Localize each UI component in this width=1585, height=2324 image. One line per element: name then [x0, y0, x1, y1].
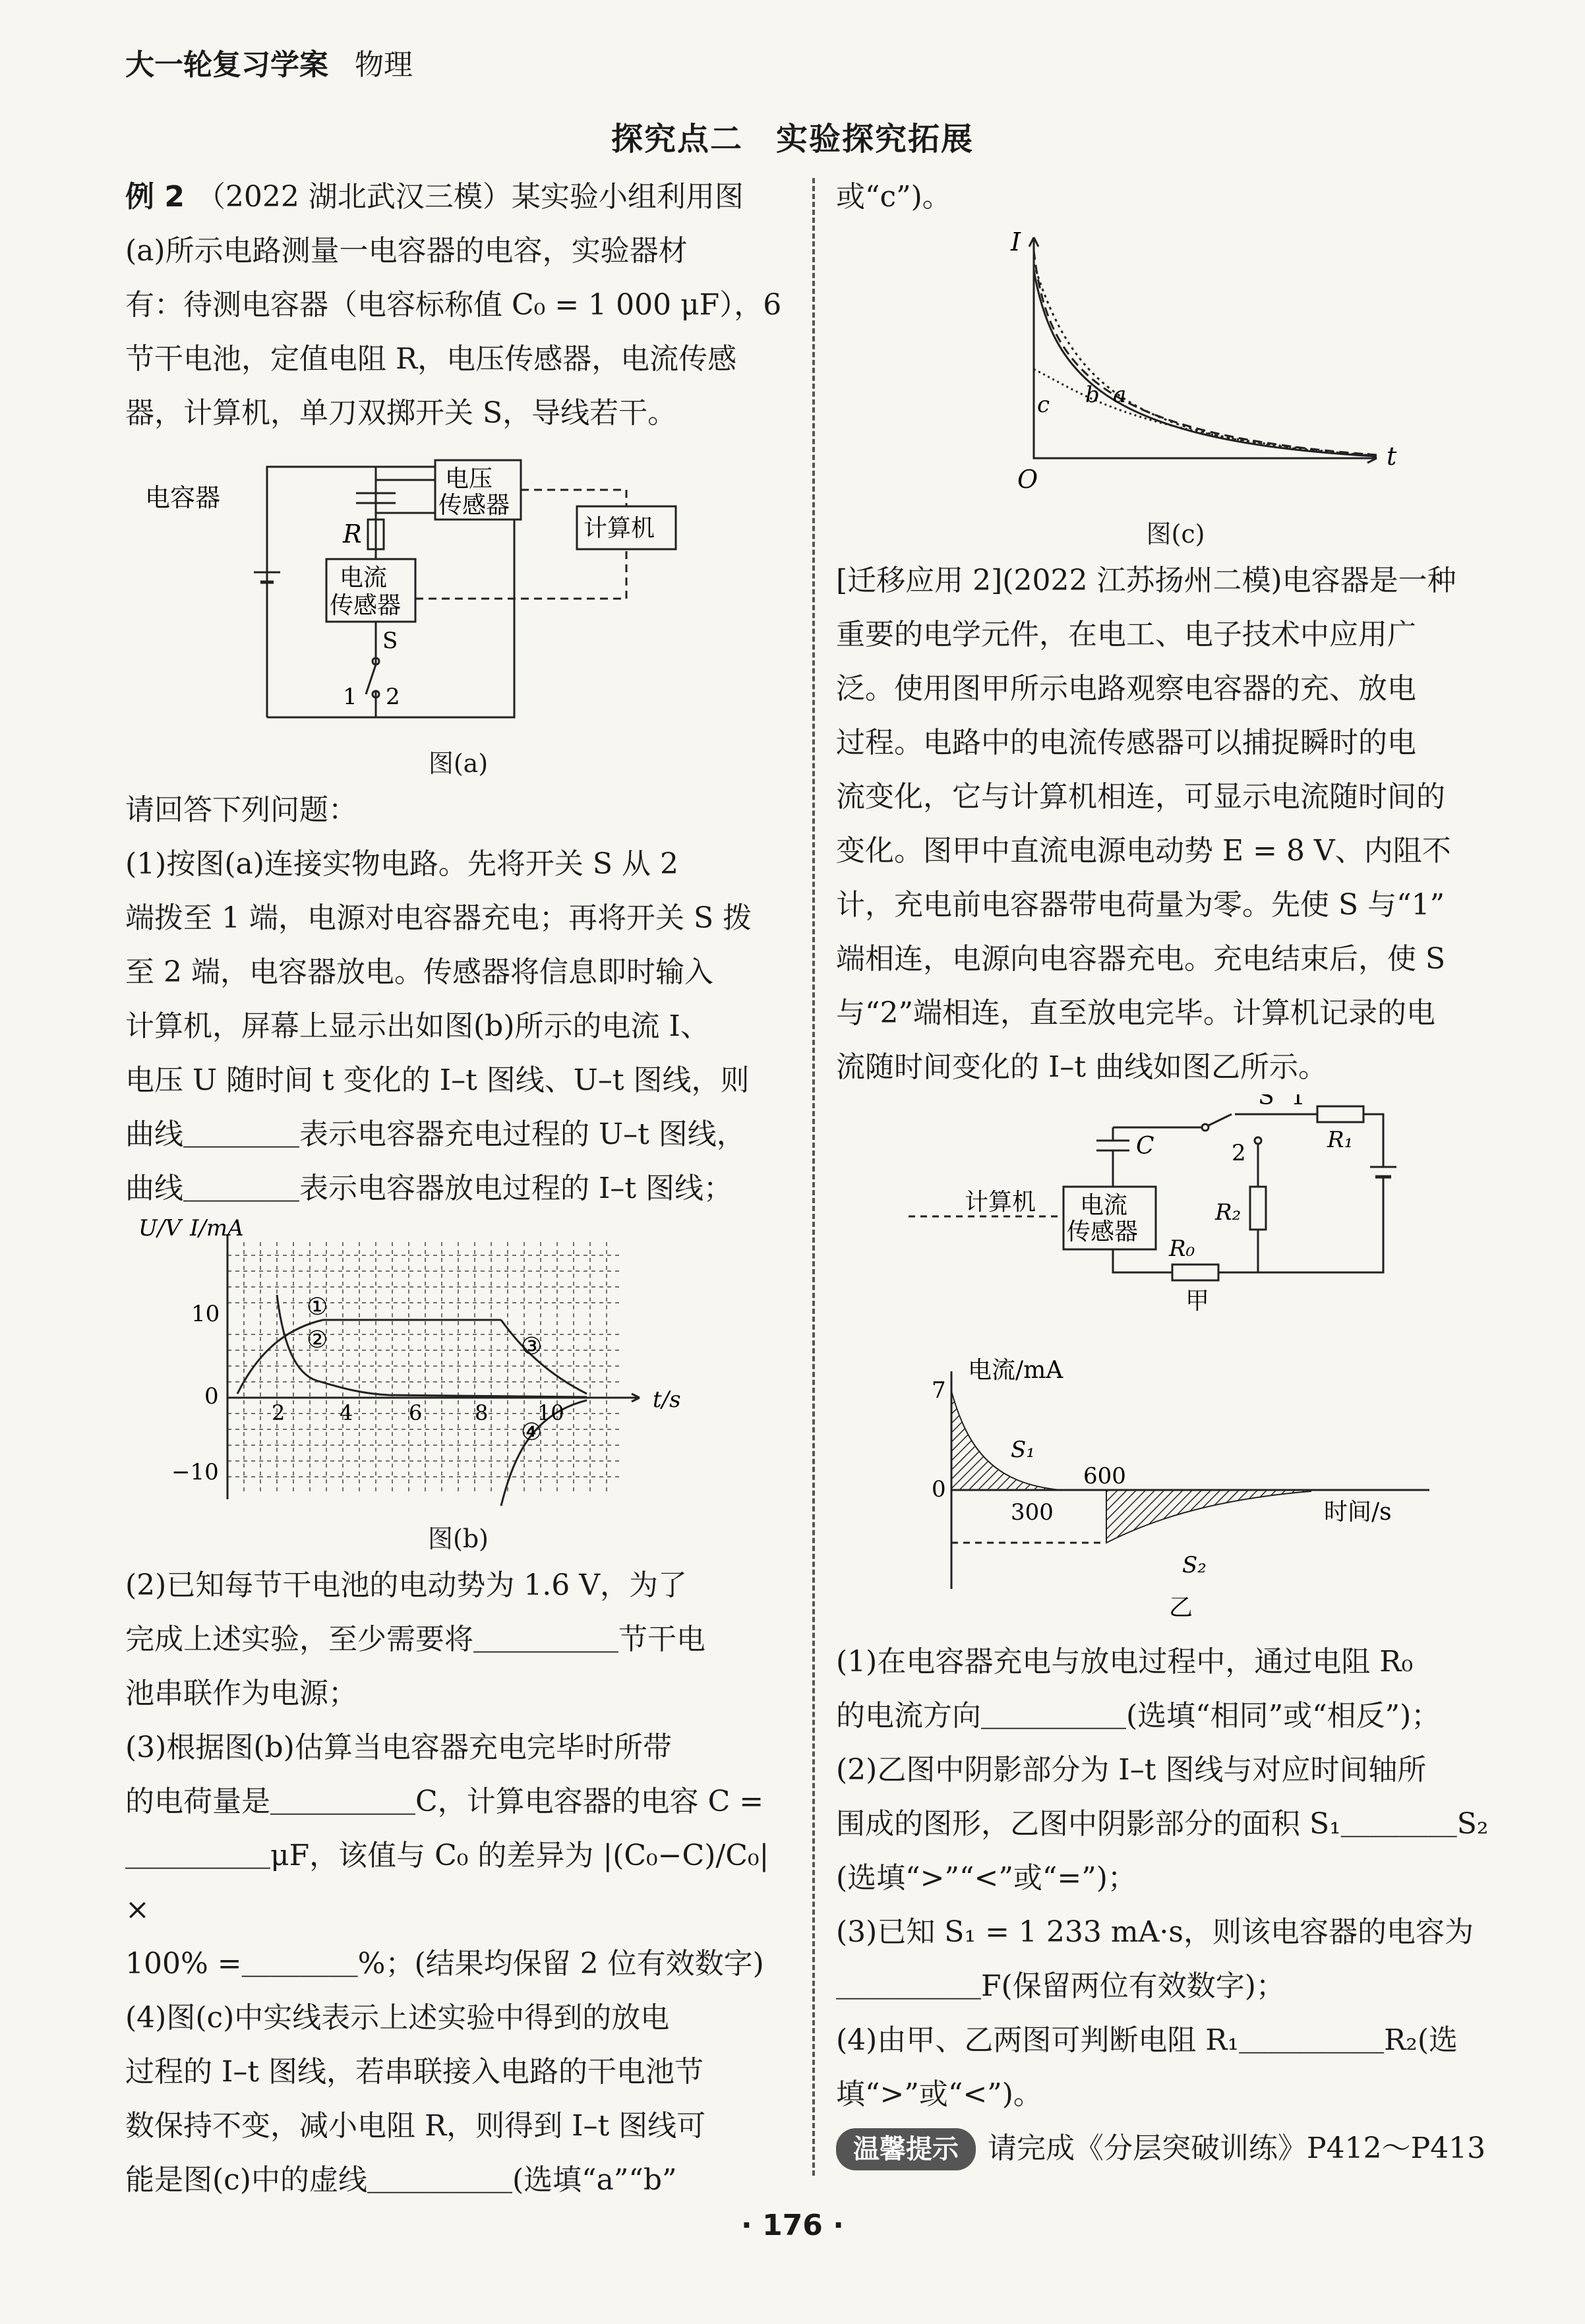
yi-s1: S₁ [1011, 1437, 1035, 1463]
jia-cap: C [1136, 1133, 1154, 1160]
jia-r2: R₂ [1215, 1199, 1241, 1226]
jia-sensor2: 传感器 [1067, 1218, 1139, 1245]
b-x4: 4 [340, 1400, 353, 1425]
c-ylabel: I [1011, 227, 1021, 256]
yi-x600: 600 [1083, 1463, 1126, 1489]
example-intro-1: (a)所示电路测量一电容器的电容，实验器材 [125, 234, 688, 268]
q3-line-0: (3)根据图(b)估算当电容器充电完毕时所带 [125, 1731, 672, 1764]
q2-line-2: 池串联作为电源； [125, 1677, 357, 1710]
transfer-line-5: 变化。图甲中直流电源电动势 E = 8 V、内阻不 [836, 834, 1451, 868]
rq1-line-0: (1)在电容器充电与放电过程中，通过电阻 R₀ [836, 1645, 1414, 1679]
label-switch: S [382, 628, 398, 654]
graph-c [836, 224, 1515, 514]
jia-sensor1: 电流 [1080, 1192, 1128, 1219]
c-label-b: b [1085, 382, 1100, 408]
transfer-line-4: 流变化，它与计算机相连，可显示电流随时间的 [836, 780, 1445, 814]
rq3-line-0: (3)已知 S₁ = 1 233 mA·s，则该电容器的电容为 [836, 1915, 1474, 1949]
transfer-line-7: 端相连，电源向电容器充电。充电结束后，使 S [836, 942, 1446, 976]
q1-line-2: 至 2 端，电容器放电。传感器将信息即时输入 [125, 955, 713, 989]
label-terminal-2: 2 [386, 684, 400, 710]
yi-xlabel: 时间/s [1324, 1499, 1392, 1526]
b-x10: 10 [537, 1400, 564, 1425]
q4-line-2: 数保持不变，减小电阻 R，则得到 I–t 图线可 [125, 2109, 706, 2143]
c-origin: O [1017, 465, 1038, 494]
jia-t1: 1 [1291, 1094, 1305, 1110]
jia-caption: 甲 [1185, 1288, 1210, 1315]
left-column [125, 170, 791, 2207]
graph-yi [836, 1352, 1515, 1635]
transfer-line-6: 计，充电前电容器带电荷量为零。先使 S 与“1” [836, 888, 1445, 922]
figure-c [836, 224, 1515, 554]
rq3-line-1: ＿＿＿＿＿F(保留两位有效数字)； [836, 1969, 1285, 2003]
c-label-a: a [1113, 382, 1127, 408]
q1-line-1: 端拨至 1 端，电源对电容器充电；再将开关 S 拨 [125, 901, 752, 935]
label-cur-sensor-1: 电流 [340, 564, 388, 591]
label-capacitor: 电容器 [145, 483, 221, 512]
circuit-a-diagram [125, 440, 791, 744]
q2-line-1: 完成上述实验，至少需要将＿＿＿＿＿节干电 [125, 1623, 705, 1656]
graph-b [125, 1216, 791, 1519]
jia-t2: 2 [1232, 1140, 1246, 1166]
b-ym10: −10 [171, 1459, 219, 1485]
q1-line-5: 曲线＿＿＿＿表示电容器充电过程的 U–t 图线， [125, 1117, 746, 1151]
right-column [836, 170, 1515, 2176]
yi-y7: 7 [932, 1377, 946, 1404]
example-intro-0: 例 2 （2022 湖北武汉三模）某实验小组利用图 [125, 180, 744, 214]
transfer-line-1: 重要的电学元件，在电工、电子技术中应用广 [836, 618, 1416, 651]
transfer-line-8: 与“2”端相连，直至放电完毕。计算机记录的电 [836, 996, 1435, 1030]
rq2-line-0: (2)乙图中阴影部分为 I–t 图线与对应时间轴所 [836, 1753, 1427, 1787]
b-ylabel2: I/mA [190, 1216, 244, 1241]
example-intro-4: 器，计算机，单刀双掷开关 S，导线若干。 [125, 396, 677, 430]
b-y10: 10 [191, 1301, 220, 1327]
q4-end: 或“c”)。 [836, 180, 951, 214]
c-label-c: c [1037, 392, 1050, 418]
yi-s2: S₂ [1182, 1552, 1207, 1578]
transfer-line-0: [迁移应用 2](2022 江苏扬州二模)电容器是一种 [836, 564, 1456, 597]
label-terminal-1: 1 [343, 684, 357, 710]
running-header [125, 41, 439, 83]
column-divider [812, 178, 815, 2176]
b-y0: 0 [204, 1383, 219, 1410]
c-xlabel: t [1387, 442, 1397, 471]
q1-line-6: 曲线＿＿＿＿表示电容器放电过程的 I–t 图线； [125, 1172, 733, 1205]
yi-x300: 300 [1011, 1499, 1054, 1526]
figure-b [125, 1216, 791, 1559]
tip-text: 请完成《分层突破训练》P412～P413 [988, 2131, 1486, 2165]
book-title: 大一轮复习学案 [125, 48, 328, 82]
q3-line-3: 100% =＿＿＿＿%；(结果均保留 2 位有效数字) [125, 1947, 764, 1981]
q4-line-0: (4)图(c)中实线表示上述实验中得到的放电 [125, 2001, 670, 2035]
transfer-line-2: 泛。使用图甲所示电路观察电容器的充、放电 [836, 672, 1416, 705]
rq2-line-2: (选填“>”“<”或“=”)； [836, 1861, 1137, 1895]
page-number: · 176 · [741, 2209, 844, 2242]
q-intro: 请回答下列问题： [125, 793, 357, 827]
figure-a [125, 440, 791, 783]
label-resistor: R [343, 520, 362, 549]
yi-caption: 乙 [1169, 1594, 1193, 1621]
fig-c-caption: 图(c) [1146, 520, 1205, 549]
b-x8: 8 [475, 1400, 489, 1425]
rq4-line-0: (4)由甲、乙两图可判断电阻 R₁＿＿＿＿＿R₂(选 [836, 2023, 1458, 2057]
q4-line-3: 能是图(c)中的虚线＿＿＿＿＿(选填“a”“b” [125, 2163, 677, 2197]
jia-r1: R₁ [1327, 1127, 1354, 1153]
q1-line-0: (1)按图(a)连接实物电路。先将开关 S 从 2 [125, 847, 678, 881]
b-x2: 2 [272, 1400, 285, 1425]
jia-switch: S [1258, 1094, 1274, 1110]
tip-badge: 温馨提示 [836, 2128, 976, 2170]
label-volt-sensor-2: 传感器 [438, 492, 510, 519]
transfer-line-3: 过程。电路中的电流传感器可以捕捉瞬时的电 [836, 726, 1416, 760]
label-computer: 计算机 [583, 515, 655, 542]
example-label: 例 2 [125, 180, 185, 214]
label-volt-sensor-1: 电压 [445, 465, 493, 492]
fig-a-caption: 图(a) [428, 749, 489, 778]
yi-ylabel: 电流/mA [968, 1357, 1063, 1384]
example-intro-3: 节干电池，定值电阻 R，电压传感器，电流传感 [125, 342, 737, 376]
jia-r0: R₀ [1169, 1236, 1195, 1262]
subject: 物理 [355, 48, 413, 82]
section-title: 探究点二 实验探究拓展 [611, 121, 974, 158]
example-intro-2: 有：待测电容器（电容标称值 C₀ = 1 000 μF），6 [125, 288, 782, 322]
q1-line-4: 电压 U 随时间 t 变化的 I–t 图线、U–t 图线，则 [125, 1063, 750, 1097]
circuit-jia-diagram [836, 1094, 1515, 1352]
b-xlabel: t/s [653, 1386, 681, 1413]
jia-computer: 计算机 [965, 1189, 1036, 1216]
b-curve3-label: ③ [521, 1333, 543, 1360]
figure-jia [836, 1094, 1515, 1352]
b-curve2-label: ② [307, 1326, 328, 1354]
q4-line-1: 过程的 I–t 图线，若串联接入电路的干电池节 [125, 2055, 704, 2089]
b-curve4-label: ④ [521, 1419, 543, 1446]
q3-line-1: 的电荷量是＿＿＿＿＿C，计算电容器的电容 C = [125, 1785, 764, 1818]
q1-line-3: 计算机，屏幕上显示出如图(b)所示的电流 I、 [125, 1009, 709, 1043]
rq1-line-1: 的电流方向＿＿＿＿＿(选填“相同”或“相反”)； [836, 1699, 1441, 1733]
b-x6: 6 [409, 1400, 423, 1425]
label-cur-sensor-2: 传感器 [330, 592, 402, 619]
b-ylabel: U/V [138, 1216, 181, 1241]
rq4-line-1: 填“>”或“<”)。 [836, 2077, 1042, 2111]
yi-y0: 0 [932, 1476, 946, 1503]
rq2-line-1: 围成的图形，乙图中阴影部分的面积 S₁＿＿＿＿S₂ [836, 1807, 1489, 1841]
figure-yi [836, 1352, 1515, 1635]
transfer-line-9: 流随时间变化的 I–t 曲线如图乙所示。 [836, 1050, 1328, 1084]
q2-line-0: (2)已知每节干电池的电动势为 1.6 V，为了 [125, 1568, 688, 1602]
b-curve1-label: ① [307, 1294, 328, 1321]
tip-line [836, 2122, 1515, 2176]
fig-b-caption: 图(b) [428, 1524, 489, 1553]
q3-line-2: ＿＿＿＿＿μF，该值与 C₀ 的差异为 |(C₀−C)/C₀| × [125, 1839, 769, 1926]
